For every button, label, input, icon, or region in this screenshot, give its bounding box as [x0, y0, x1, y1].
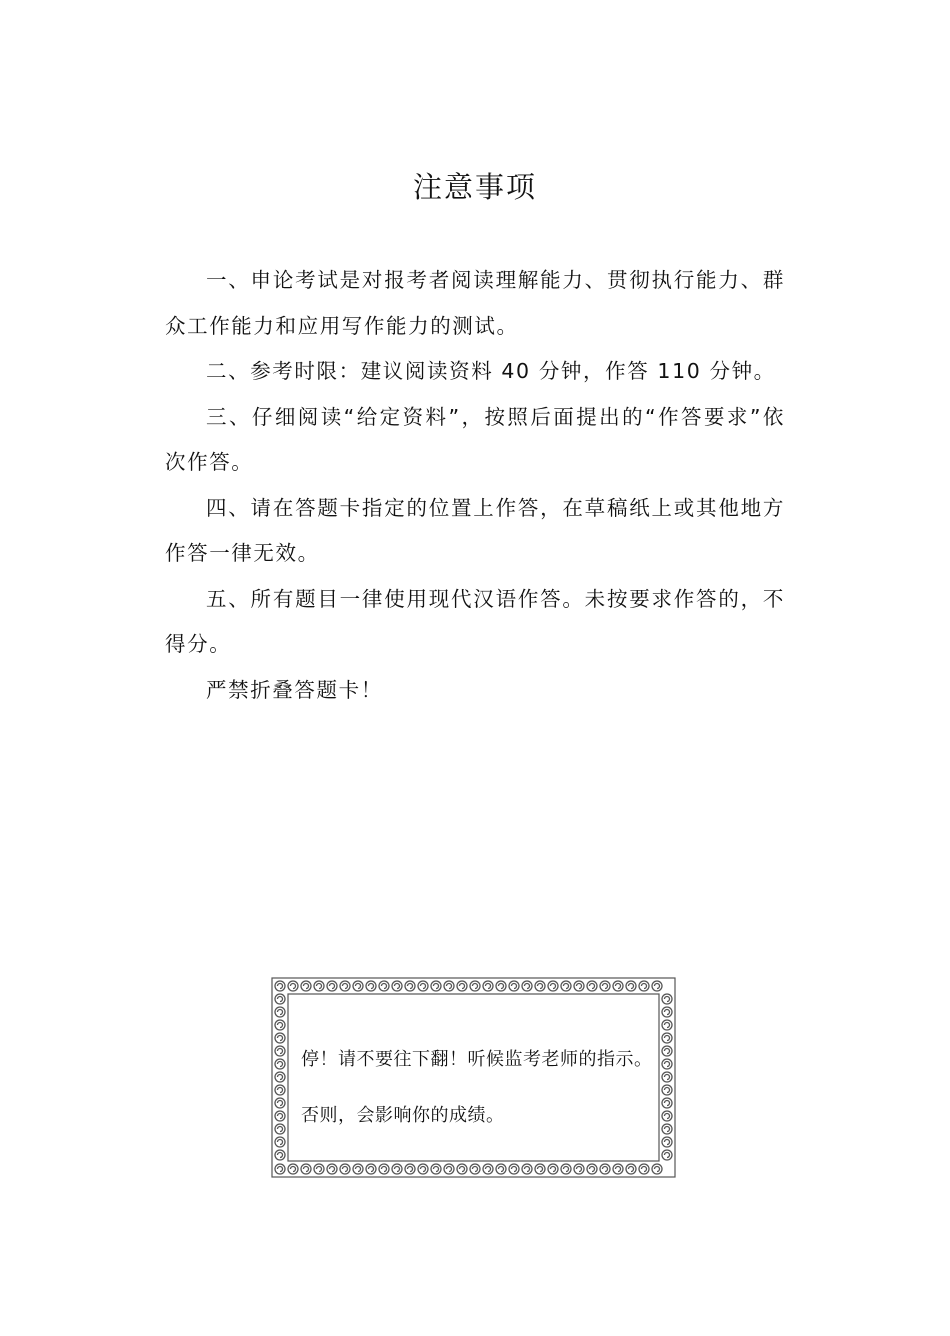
notice-item-2: 二、参考时限：建议阅读资料 40 分钟，作答 110 分钟。: [206, 359, 776, 383]
notice-item-3: 三、仔细阅读“给定资料”，按照后面提出的“作答要求”依次作答。: [165, 404, 785, 474]
notice-item-5: 五、所有题目一律使用现代汉语作答。未按要求作答的，不得分。: [165, 586, 785, 656]
page-title: 注意事项: [412, 170, 537, 204]
decorative-scroll-border: [271, 977, 676, 1178]
warning-box: [271, 977, 676, 1178]
notice-item-1: 一、申论考试是对报考者阅读理解能力、贯彻执行能力、群众工作能力和应用写作能力的测试。: [165, 268, 785, 338]
notice-item-6: 严禁折叠答题卡！: [206, 677, 383, 702]
notice-item-4: 四、请在答题卡指定的位置上作答，在草稿纸上或其他地方作答一律无效。: [165, 495, 785, 565]
notice-list: [165, 258, 785, 713]
warning-line-consequence: 否则，会影响你的成绩。: [301, 1105, 505, 1126]
warning-line-stop: 停！请不要往下翻！听候监考老师的指示。: [301, 1049, 653, 1070]
